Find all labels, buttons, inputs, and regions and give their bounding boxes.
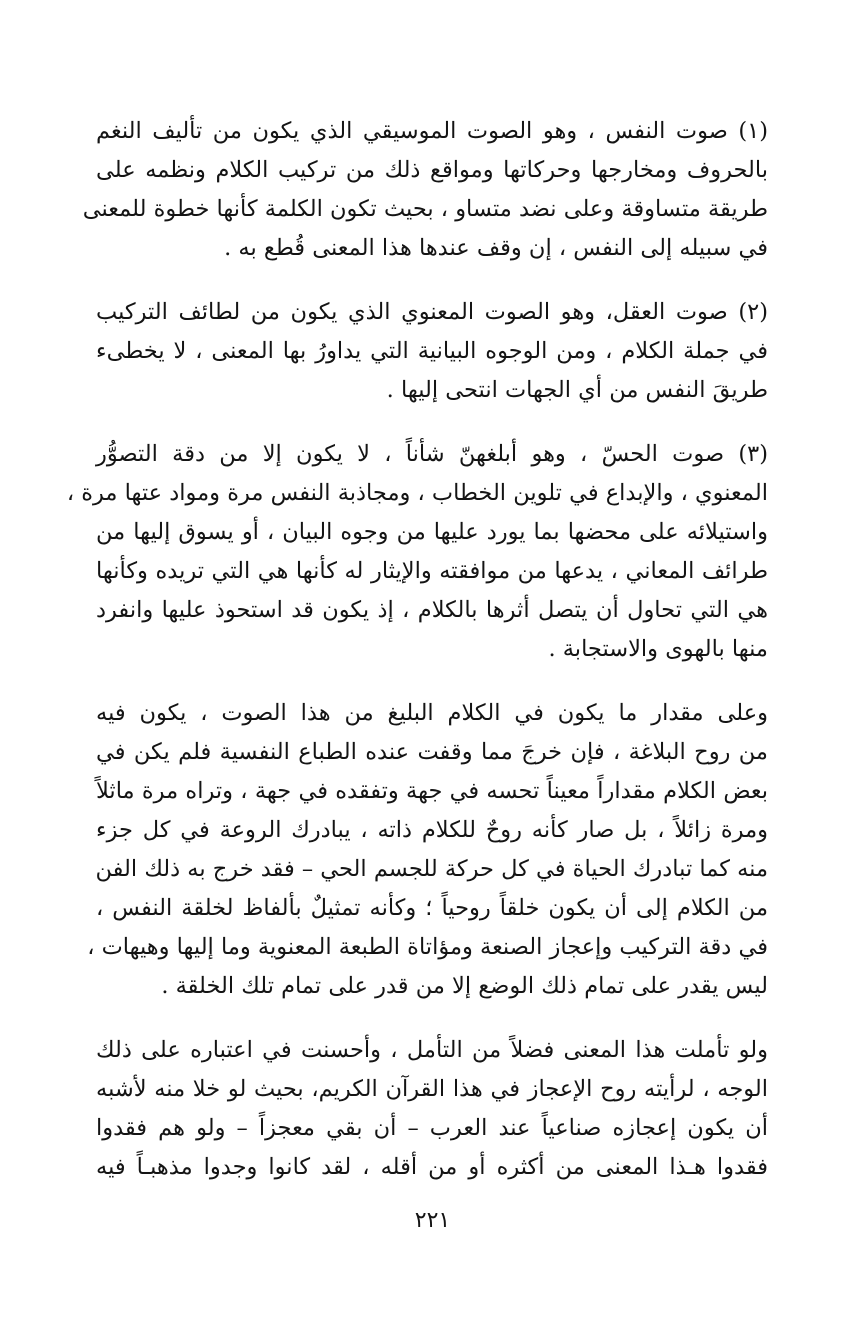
text-line: فقدوا هـذا المعنى من أكثره أو من أقله ، لقد كانوا وجدوا مذهبـاً فيه <box>96 1154 768 1180</box>
paragraph-2 <box>96 293 768 410</box>
text-line: أن يكون إعجازه صناعياً عند العرب – أن بقي معجزاً – ولو هم فقدوا <box>96 1115 768 1141</box>
text-line: طرائف المعاني ، يدعها من موافقته والإيثار له كأنها هي التي تريده وكأنها <box>96 558 768 584</box>
text-line: بالحروف ومخارجها وحركاتها ومواقع ذلك من تركيب الكلام ونظمه على <box>96 157 768 183</box>
text-line: في دقة التركيب وإعجاز الصنعة ومؤاتاة الطبعة المعنوية وما إليها وهيهات ، <box>87 934 768 960</box>
text-line: طريقَ النفس من أي الجهات انتحى إليها . <box>386 377 768 403</box>
paragraph-4 <box>87 694 768 1006</box>
page-number: ٢٢١ <box>414 1208 451 1233</box>
text-line: هي التي تحاول أن يتصل أثرها بالكلام ، إذ يكون قد استحوذ عليها وانفرد <box>96 597 768 623</box>
paragraph-3 <box>66 435 768 669</box>
text-line: ومرة زائلاً ، بل صار كأنه روحٌ للكلام ذاته ، يبادرك الروعة في كل جزء <box>96 817 768 843</box>
text-line: في سبيله إلى النفس ، إن وقف عندها هذا المعنى قُطع به . <box>224 235 768 261</box>
text-line: من الكلام إلى أن يكون خلقاً روحياً ؛ وكأنه تمثيلٌ بألفاظ لخلقة النفس ، <box>96 895 768 921</box>
text-line: طريقة متساوقة وعلى نضد متساو ، بحيث تكون الكلمة كأنها خطوة للمعنى <box>82 196 768 222</box>
text-line: من روح البلاغة ، فإن خرجَ مما وقفت عنده الطباع النفسية فلم يكن في <box>96 739 768 765</box>
paragraph-5 <box>96 1031 768 1187</box>
paragraph-1 <box>82 112 768 268</box>
text-line: (٢) صوت العقل، وهو الصوت المعنوي الذي يكون من لطائف التركيب <box>96 299 768 325</box>
text-line: في جملة الكلام ، ومن الوجوه البيانية التي يداورُ بها المعنى ، لا يخطىء <box>96 338 768 364</box>
text-line: (٣) صوت الحسّ ، وهو أبلغهنّ شأناً ، لا يكون إلا من دقة التصوُّر <box>96 441 768 467</box>
text-line: منها بالهوى والاستجابة . <box>548 636 768 662</box>
text-line: ليس يقدر على تمام ذلك الوضع إلا من قدر على تمام تلك الخلقة . <box>161 973 768 999</box>
text-line: الوجه ، لرأيته روح الإعجاز في هذا القرآن الكريم، بحيث لو خلا منه لأشبه <box>96 1076 768 1102</box>
text-line: المعنوي ، والإبداع في تلوين الخطاب ، ومجاذبة النفس مرة ومواد عتها مرة ، <box>66 480 768 506</box>
text-line: ولو تأملت هذا المعنى فضلاً من التأمل ، وأحسنت في اعتباره على ذلك <box>96 1037 768 1063</box>
text-line: وعلى مقدار ما يكون في الكلام البليغ من هذا الصوت ، يكون فيه <box>96 700 768 726</box>
body-text <box>66 112 768 1187</box>
text-line: بعض الكلام مقداراً معيناً تحسه في جهة وتفقده في جهة ، وتراه مرة ماثلاً <box>96 778 768 804</box>
text-line: (١) صوت النفس ، وهو الصوت الموسيقي الذي يكون من تأليف النغم <box>96 118 768 144</box>
text-line: منه كما تبادرك الحياة في كل حركة للجسم الحي – فقد خرج به ذلك الفن <box>95 856 768 882</box>
text-line: واستيلائه على محضها بما يورد عليها من وجوه البيان ، أو يسوق إليها من <box>96 519 768 545</box>
